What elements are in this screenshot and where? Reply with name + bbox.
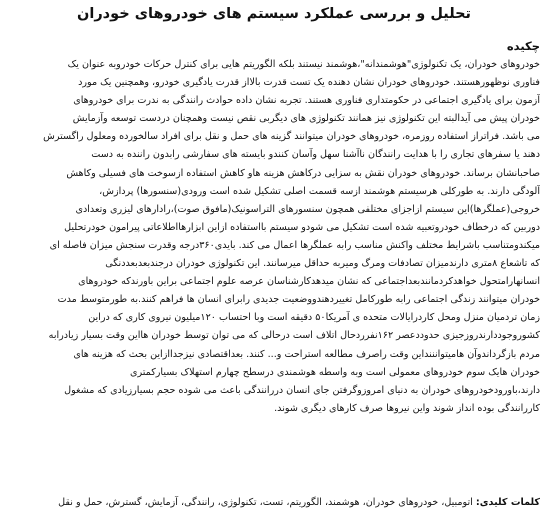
paper-title: تحلیل و بررسی عملکرد سیستم های خودروهای خودران bbox=[76, 6, 472, 22]
keywords-line bbox=[8, 495, 540, 511]
abstract-line: مردم بازگرداندوآن هامیتوانننداین وقت راصرف مطالعه استراحت و... کنند. بعداقتصادی نیزجداازاین بحث که هزینه های bbox=[73, 348, 540, 360]
abstract-line: آلودگی دارند. به طورکلی هرسیستم هوشمند ازسه قسمت اصلی تشکیل شده است ورودی(سنسورها) پردازش، bbox=[99, 185, 540, 197]
abstract-line: زمان تردمیان منزل ومحل کاردرایالات متحده ی آمریکا۵۰ دقیقه است وبا احتساب ۱۲۰میلیون نیروی کاری که دراین bbox=[88, 312, 540, 324]
abstract-line: کشوروجوددارندروزجیزی حدوددعصر ۱۶۲نفرردحال اتلاف است درحالی که می توان توسط خودران هااین وقت بسیار زیادرابه bbox=[48, 330, 540, 342]
abstract-line: میکندومتناسب باشرایط مختلف واکنش مناسب رابه عملگرها اعمال می کند. بایدی۳۶۰درجه وقدرت سنجش میزان فاصله ای bbox=[49, 239, 540, 251]
abstract-line: می باشد. فراتراز استفاده روزمره، خودروهای خودران میتوانند گزینه های حمل و نقل برای افراد سالخورده ومعلول راگسترش bbox=[43, 131, 540, 143]
abstract-line: دوربین که درخطاف خودروتعبیه شده است تشکیل می شودو سیستم بااستفاده ازاین ابزارهااطلاعاتی پیرامون خودرتحلیل bbox=[64, 221, 540, 233]
abstract-line: خروجی(عملگرها)این سیستم ازاجزای مختلفی همچون سنسورهای التراسونیک(مافوق صوت)،رادارهای لیزری وتعدادی bbox=[75, 203, 540, 215]
abstract-line: کاررانندگی بوده انداز شوند واین نیروها صرف کارهای دیگری شوند. bbox=[274, 402, 540, 414]
abstract-line: دهند یا سفرهای تجاری را با هدایت رانندگان ناآشنا سهل وآسان کنندو بایسته های سفارشی رابدون راننده به دست bbox=[91, 149, 540, 161]
abstract-line: دارند،باورودخودروهای خودران به دنیای امروزوگرفتن جای انسان دررانندگی باعث می شوده حجم بسیارزیادی که مشغول bbox=[64, 384, 540, 396]
abstract-line: آزمون برای یادگیری اجتماعی در حکومتداری فناوری هستند. تجربه نشان داده حوادث رانندگی به ندرت برای خودروهای bbox=[73, 95, 540, 107]
abstract-line: خودران هایک سوم خودروهای معمولی است وبه واسطه هوشمندی درسطح چهارم استهلاک بسیارکمتری bbox=[129, 366, 540, 378]
abstract-heading: چکیده bbox=[506, 39, 540, 53]
abstract-line: خودران میتوانند زندگی اجتماعی رابه طورکامل تغییردهندووضعیت جدیدی رابرای انسان ها فراهم کنند.به طورمتوسط مدت bbox=[57, 294, 540, 306]
abstract-line: خودران پیش می آیدالبته این تکنولوژی نیز همانند تکنولوژی های دیگربی نقص نیست وهمچنان دردست توسعه وآزمایش bbox=[72, 113, 540, 125]
abstract-line: انسانهارامتحول خواهدکردمانندبعداجتماعی که نشان میدهدکارشناسان عرصه علوم اجتماعی براین باورندکه خودروهای bbox=[78, 276, 540, 288]
abstract-line: خودروهای خودران، یک تکنولوژی"هوشمندانه"،هوشمند نیستند بلکه الگوریتم هایی برای کنترل حرکات خودروبه عنوان یک bbox=[67, 59, 540, 70]
abstract-line: صاحبانشان برساند. خودروهای خودران نقش به سزایی درکاهش هزینه هاو کاهش استفاده ازسوخت های فسیلی وکاهش bbox=[66, 167, 540, 179]
abstract-line: که تاشعاع ۸متری دارندمیزان تصادفات ومرگ ومیربه حداقل میرسانند. این تکنولوژی خودران درجندبعدبعددنگی bbox=[105, 258, 540, 270]
keywords-text: اتومبیل، خودروهای خودران، هوشمند، الگوریتم، تست، تکنولوژی، رانندگی، آزمایش، گسترش، حمل و نقل bbox=[58, 497, 473, 508]
abstract-body bbox=[8, 56, 540, 418]
keywords-label: کلمات کلیدی: bbox=[475, 497, 540, 508]
abstract-line: فناوری نوظهورهستند. خودروهای خودران نشان دهنده یک تست قدرت بالااز قدرت یادگیری خودرو، وهمچنین یک مورد bbox=[78, 77, 540, 89]
